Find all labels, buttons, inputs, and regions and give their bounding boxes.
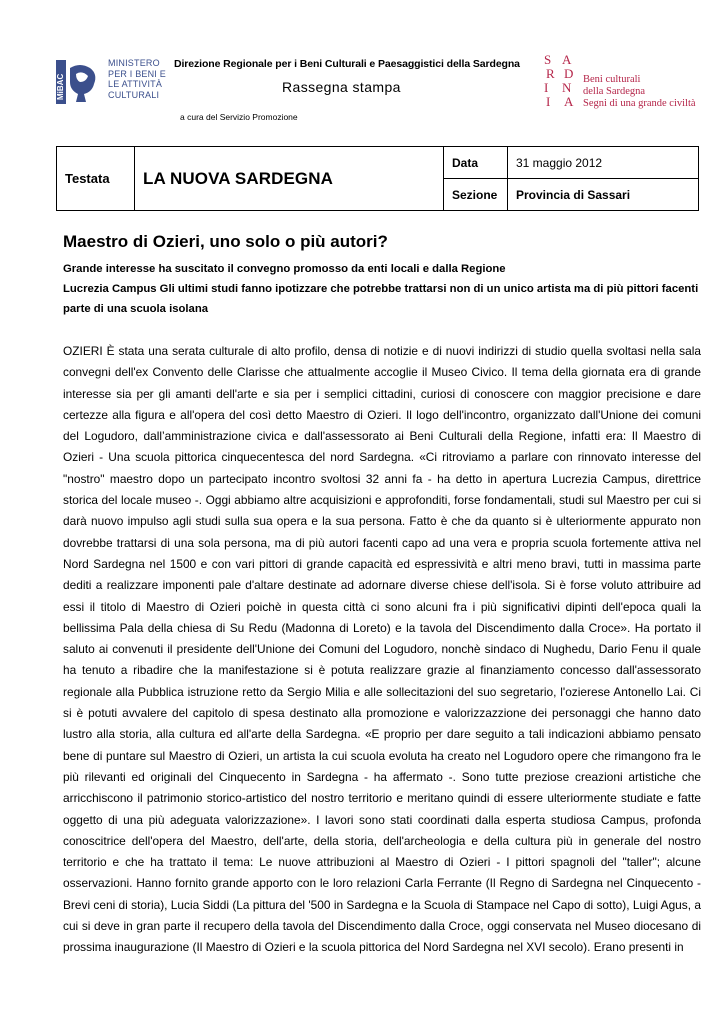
article-summary: Lucrezia Campus Gli ultimi studi fanno ipotizzare che potrebbe trattarsi non di un unico artista ma di più pittori facenti parte di una scuola isolana bbox=[63, 283, 699, 315]
header-title: Direzione Regionale per i Beni Culturali e Paesaggistici della Sardegna bbox=[174, 58, 520, 70]
sard-letter: S bbox=[544, 52, 552, 67]
sard-letter: D bbox=[564, 66, 574, 81]
data-label: Data bbox=[444, 147, 508, 179]
sezione-label: Sezione bbox=[444, 179, 508, 211]
sard-letter: I bbox=[546, 94, 551, 109]
curated-by: a cura del Servizio Promozione bbox=[180, 112, 298, 122]
sardegna-wordmark: Beni culturali della Sardegna Segni di una grande civiltà bbox=[583, 74, 696, 109]
sezione-value: Provincia di Sassari bbox=[508, 179, 699, 211]
article bbox=[63, 232, 701, 961]
svg-text:MiBAC: MiBAC bbox=[56, 73, 65, 100]
sard-letter: R bbox=[546, 66, 555, 81]
mibac-logo bbox=[56, 60, 100, 104]
sard-letter: I bbox=[544, 80, 549, 95]
article-body: OZIERI È stata una serata culturale di alto profilo, densa di notizie e di nuovi indirizzi di studio quella svoltasi nella sala convegni dell'ex Convento delle Clarisse che attualmente accoglie il Museo Civico. Il tema della giornata era di grande interesse sia per gli amanti dell'arte e sia per i semplici cittadini, curiosi di conoscere con maggior precisione e dare certezze alla figura e all'opera del così detto Maestro di Ozieri. Il logo dell'incontro, organizzato dall'Unione dei comuni del Logudoro, dall’amministrazione civica e dall'assessorato ai Beni Culturali della Regione, infatti era: Il Maestro di Ozieri - Una scuola pittorica cinquecentesca del nord Sardegna. «Ci ritroviamo a parlare con rinnovato interesse del "nostro" maestro dopo un partecipato incontro svoltosi 32 anni fa - ha detto in apertura Lucrezia Campus, direttrice storica del locale museo -. Oggi abbiamo altre acquisizioni e approfonditi, forse fondamentali, studi sul Maestro per cui si darà nuovo impulso agli studi sulla sua opera e la sua persona. Fatto è che da quanto si è ulteriormente appurato non dovrebbe trattarsi di una sola persona, ma di più autori facenti capo ad una vera e propria scuola fortemente attiva nel Nord Sardegna nel 1500 e con vari pittori di grande capacità ed espressività e altri meno bravi, tutti in massima parte dediti a realizzare imponenti pale d'altare destinate ad adornare diverse chiese dell'isola. Si è forse voluto attribuire ad essi il titolo di Maestro di Ozieri poichè in questa città ci sono alcuni fra i più significativi dipinti dell'epoca quali la bellissima Pala della chiesa di Su Redu (Madonna di Loreto) e la tavola del Discendimento dalla Croce». Ha portato il saluto ai convenuti il presidente dell'Unione dei Comuni del Logudoro, nonchè sindaco di Nughedu, Dario Fenu il quale ha tenuto a ribadire che la manifestazione si è potuta realizzare grazie al finanziamento concesso dall'assessorato regionale alla Pubblica istruzione retto da Sergio Milia e alle sollecitazioni del suo segretario, l'ozierese Antonello Lai. Ci si è potuti avvalere del capitolo di spesa destinato alla promozione e valorizzazzione dei personaggi che hanno dato lustro alla storia, alla cultura ed all'arte della Sardegna. «E proprio per dare seguito a tali indicazioni abbiamo pensato bene di puntare sul Maestro di Ozieri, un artista la cui scuola evoluta ha creato nel Logudoro opere che rimangono fra le più rilevanti ed originali del Cinquecento in Sardegna - ha affermato -. Sono tutte preziose creazioni artistiche che arricchiscono il patrimonio storico-artistico del nostro territorio e meritano quindi di essere ulteriormente studiate e fatte oggetto di una più adeguata valorizzazione». I lavori sono stati coordinati dalla esperta studiosa Campus, profonda conoscitrice dell'opera del Maestro, dell'arte, della storia, dell'archeologia e della cultura più in generale del nostro territorio e che ha trattato il tema: Le nuove attribuzioni al Maestro di Ozieri - I pittori spagnoli del "taller"; alcune osservazioni. Hanno fornito grande apporto con le loro relazioni Carla Ferrante (Il Regno di Sardegna nel Cinquecento - Brevi ceni di storia), Lucia Siddi (La pittura del '500 in Sardegna e la Scuola di Stampace nel Capo di sotto), Luigi Agus, a cui si deve in gran parte il recupero della tavola del Discendimento dalla Croce, oggi conservata nel Museo diocesano di prossima inaugurazione (Il Maestro di Ozieri e la scuola pittorica del Nord Sardegna nel XVI secolo). Erano presenti in bbox=[63, 344, 701, 955]
article-subtitle: Grande interesse ha suscitato il convegno promosso da enti locali e dalla Regione bbox=[63, 263, 506, 275]
header-subtitle: Rassegna stampa bbox=[282, 79, 401, 95]
mibac-wordmark: MINISTERO PER I BENI E LE ATTIVITÀ CULTURALI bbox=[108, 58, 166, 100]
sard-letter: N bbox=[562, 80, 572, 95]
data-value: 31 maggio 2012 bbox=[508, 147, 699, 179]
sard-letter: A bbox=[562, 52, 572, 67]
press-meta-table bbox=[56, 146, 699, 211]
article-title: Maestro di Ozieri, uno solo o più autori? bbox=[63, 232, 388, 251]
sardegna-logo bbox=[540, 52, 584, 110]
sard-letter: A bbox=[564, 94, 574, 109]
testata-value: LA NUOVA SARDEGNA bbox=[135, 147, 444, 211]
testata-label: Testata bbox=[57, 147, 135, 211]
